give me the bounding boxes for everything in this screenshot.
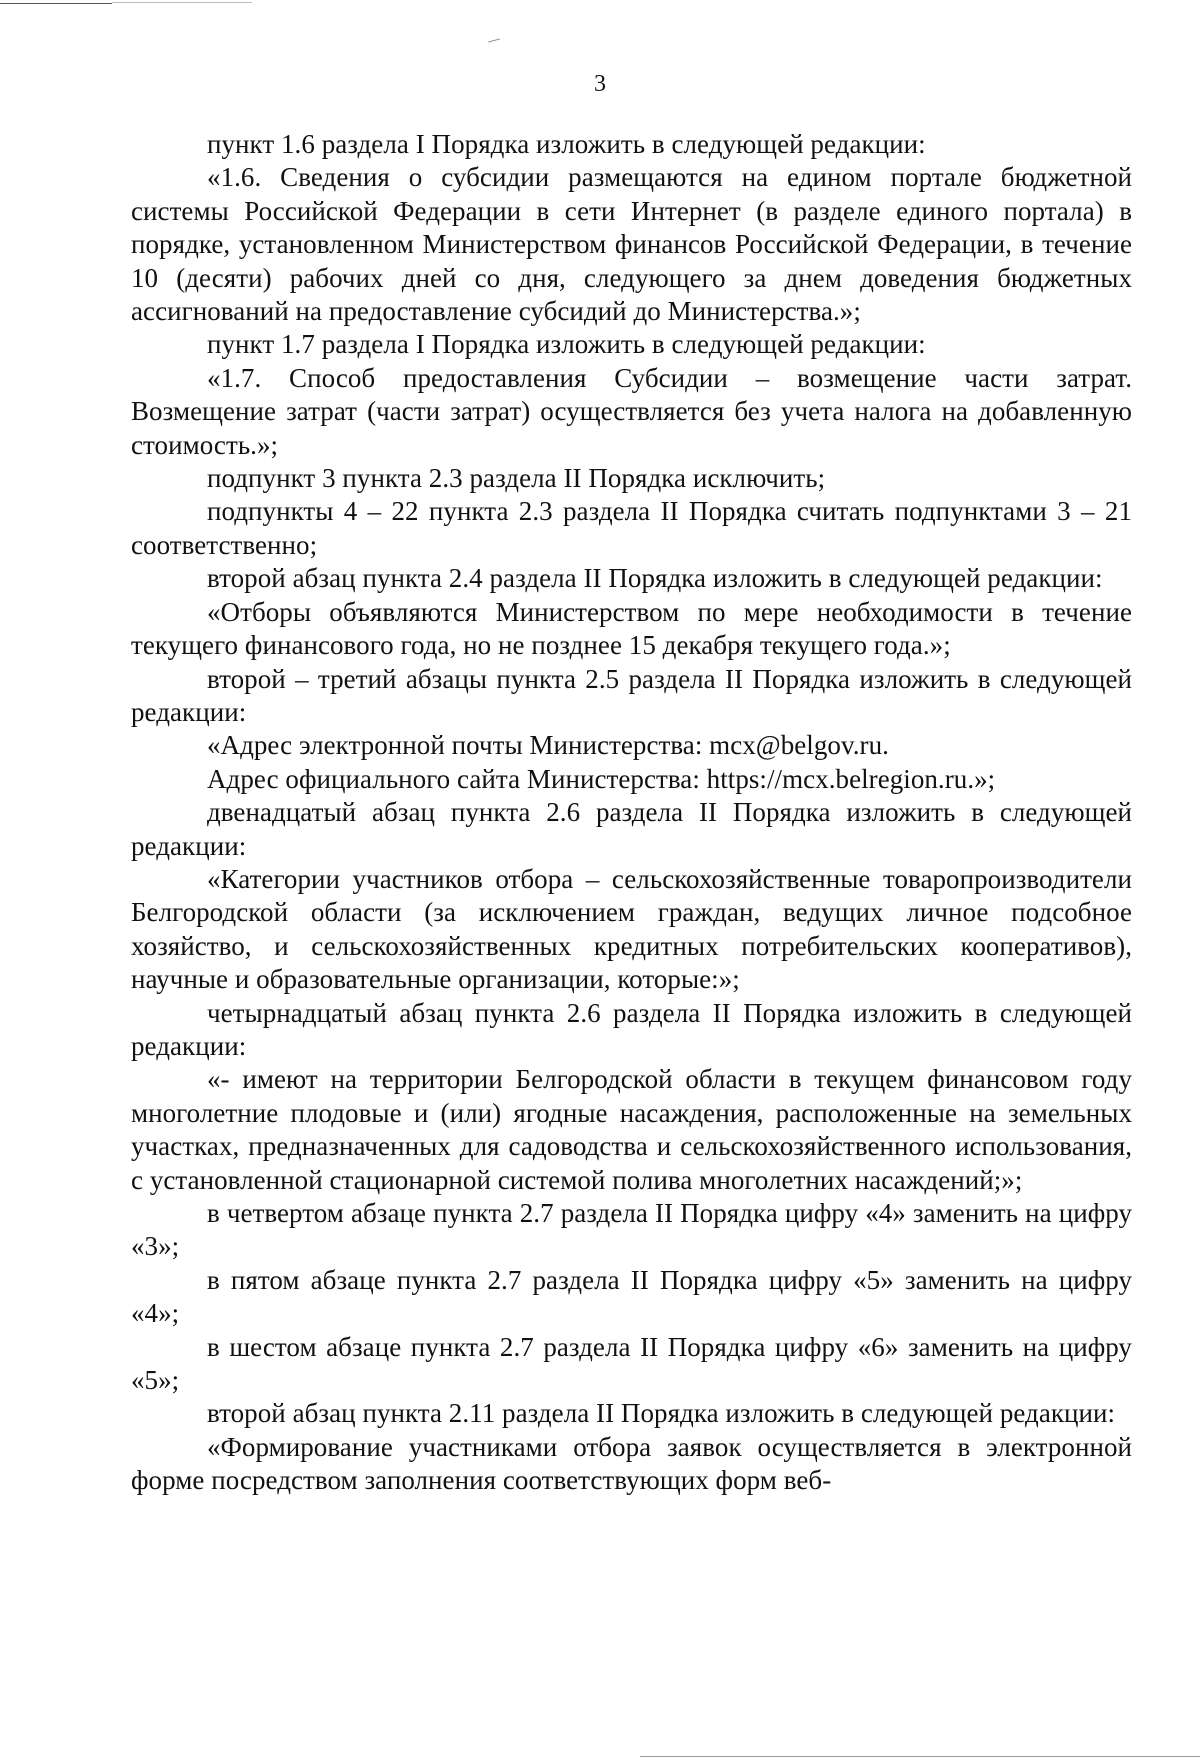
paragraph-3: пункт 1.7 раздела I Порядка изложить в следующей редакции: <box>207 329 926 360</box>
paragraph-17: в пятом абзаце пункта 2.7 раздела II Порядка цифру «5» заменить на цифру «4»; <box>131 1264 1132 1329</box>
paragraph-19: второй абзац пункта 2.11 раздела II Порядка изложить в следующей редакции: <box>207 1398 1116 1429</box>
paragraph-6: подпункты 4 – 22 пункта 2.3 раздела II Порядка считать подпунктами 3 – 21 соответственно; <box>131 496 1132 560</box>
paragraph-1: пункт 1.6 раздела I Порядка изложить в следующей редакции: <box>207 129 926 159</box>
paragraph-16: в четвертом абзаце пункта 2.7 раздела II Порядка цифру «4» заменить на цифру «3»; <box>131 1198 1132 1262</box>
document-body <box>131 128 1132 1498</box>
paragraph-5: подпункт 3 пункта 2.3 раздела II Порядка исключить; <box>207 463 826 494</box>
paragraph-14: четырнадцатый абзац пункта 2.6 раздела II Порядка изложить в следующей редакции: <box>131 997 1132 1061</box>
paragraph-4: «1.7. Способ предоставления Субсидии – возмещение части затрат. Возмещение затрат (части затрат) осуществляется без учета налога на добавленную стоимость.»; <box>131 362 1132 460</box>
paragraph-20: «Формирование участниками отбора заявок осуществляется в электронной форме посредством заполнения соответствующих форм веб- <box>131 1431 1132 1496</box>
paragraph-8: «Отборы объявляются Министерством по мере необходимости в течение текущего финансового года, но не позднее 15 декабря текущего года.»; <box>131 596 1132 661</box>
top-edge-line-faint <box>112 2 252 3</box>
paragraph-7: второй абзац пункта 2.4 раздела II Порядка изложить в следующей редакции: <box>207 563 1103 594</box>
paragraph-10: «Адрес электронной почты Министерства: mcx@belgov.ru. <box>207 730 889 761</box>
paragraph-15: «- имеют на территории Белгородской области в текущем финансовом году многолетние плодовые и (или) ягодные насаждения, расположенные на земельных участках, предназначенных для садоводства и сельскохозяйственного использования, с установленной стационарной системой полива многолетних насаждений;»; <box>131 1064 1132 1195</box>
paragraph-11: Адрес официального сайта Министерства: https://mcx.belregion.ru.»; <box>207 763 996 794</box>
top-edge-line <box>0 3 112 4</box>
paragraph-13: «Категории участников отбора – сельскохозяйственные товаропроизводители Белгородской области (за исключением граждан, ведущих личное подсобное хозяйство, и сельскохозяйственных кредитных потребительских кооперативов), научные и образовательные организации, которые:»; <box>131 863 1132 995</box>
paragraph-18: в шестом абзаце пункта 2.7 раздела II Порядка цифру «6» заменить на цифру «5»; <box>131 1331 1132 1396</box>
scan-mark <box>488 38 500 42</box>
bottom-edge-line <box>640 1756 1200 1757</box>
paragraph-2: «1.6. Сведения о субсидии размещаются на едином портале бюджетной системы Российской Федерации в сети Интернет (в разделе единого портала) в порядке, установленном Министерством финансов Российской Федерации, в течение 10 (десяти) рабочих дней со дня, следующего за днем доведения бюджетных ассигнований на предоставление субсидий до Министерства.»; <box>131 162 1132 327</box>
paragraph-9: второй – третий абзацы пункта 2.5 раздела II Порядка изложить в следующей редакции: <box>131 663 1132 727</box>
paragraph-12: двенадцатый абзац пункта 2.6 раздела II Порядка изложить в следующей редакции: <box>131 797 1132 861</box>
page-number: 3 <box>594 71 606 97</box>
